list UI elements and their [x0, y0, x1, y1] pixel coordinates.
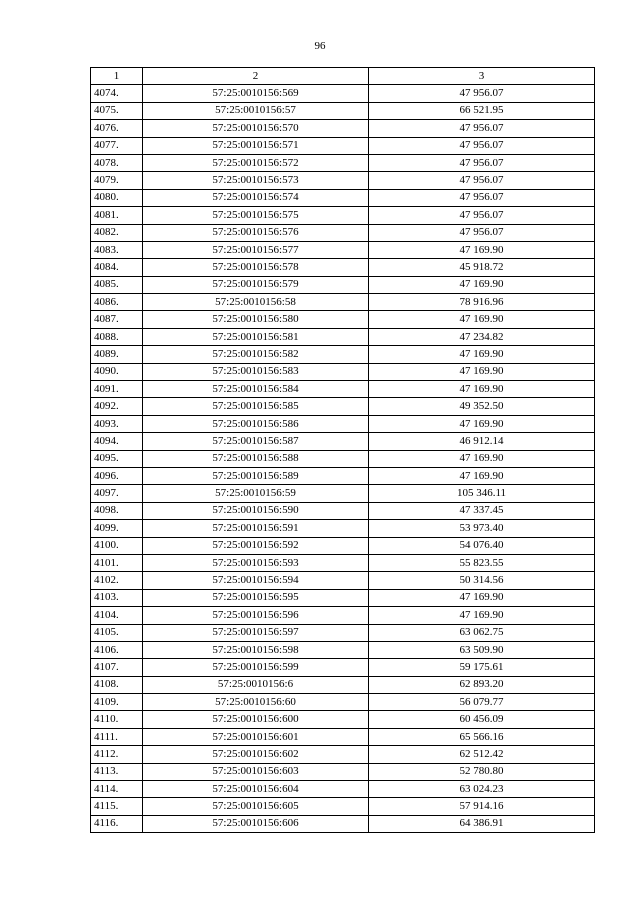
table-row [91, 415, 595, 432]
cadastral-value: 47 956.07 [369, 85, 595, 102]
row-number: 4077. [91, 137, 143, 154]
table-row [91, 224, 595, 241]
cadastral-value: 63 024.23 [369, 781, 595, 798]
cadastral-value: 47 169.90 [369, 276, 595, 293]
table-row [91, 537, 595, 554]
cadastral-number: 57:25:0010156:584 [143, 381, 369, 398]
cadastral-number: 57:25:0010156:58 [143, 294, 369, 311]
cadastral-number: 57:25:0010156:585 [143, 398, 369, 415]
cadastral-number: 57:25:0010156:582 [143, 346, 369, 363]
cadastral-number: 57:25:0010156:570 [143, 120, 369, 137]
table-row [91, 259, 595, 276]
row-number: 4090. [91, 363, 143, 380]
cadastral-value: 46 912.14 [369, 433, 595, 450]
table-row [91, 746, 595, 763]
cadastral-number: 57:25:0010156:569 [143, 85, 369, 102]
cadastral-value: 54 076.40 [369, 537, 595, 554]
column-header-1: 1 [91, 68, 143, 85]
row-number: 4084. [91, 259, 143, 276]
row-number: 4102. [91, 572, 143, 589]
table-row [91, 172, 595, 189]
table-row [91, 624, 595, 641]
column-header-3: 3 [369, 68, 595, 85]
cadastral-number: 57:25:0010156:587 [143, 433, 369, 450]
row-number: 4083. [91, 241, 143, 258]
cadastral-number: 57:25:0010156:591 [143, 520, 369, 537]
table-row [91, 363, 595, 380]
table-row [91, 189, 595, 206]
cadastral-number: 57:25:0010156:602 [143, 746, 369, 763]
cadastral-number: 57:25:0010156:572 [143, 154, 369, 171]
header-row [91, 68, 595, 85]
cadastral-number: 57:25:0010156:606 [143, 815, 369, 832]
row-number: 4088. [91, 328, 143, 345]
table-row [91, 641, 595, 658]
row-number: 4099. [91, 520, 143, 537]
cadastral-value: 59 175.61 [369, 659, 595, 676]
table-row [91, 694, 595, 711]
row-number: 4100. [91, 537, 143, 554]
cadastral-value: 47 337.45 [369, 502, 595, 519]
table-row [91, 346, 595, 363]
cadastral-value: 47 169.90 [369, 241, 595, 258]
cadastral-number: 57:25:0010156:575 [143, 207, 369, 224]
cadastral-number: 57:25:0010156:571 [143, 137, 369, 154]
row-number: 4095. [91, 450, 143, 467]
table-row [91, 659, 595, 676]
cadastral-number: 57:25:0010156:588 [143, 450, 369, 467]
table-row [91, 137, 595, 154]
row-number: 4086. [91, 294, 143, 311]
cadastral-value: 47 956.07 [369, 172, 595, 189]
cadastral-number: 57:25:0010156:600 [143, 711, 369, 728]
row-number: 4085. [91, 276, 143, 293]
row-number: 4075. [91, 102, 143, 119]
row-number: 4079. [91, 172, 143, 189]
cadastral-value: 47 169.90 [369, 450, 595, 467]
cadastral-number: 57:25:0010156:581 [143, 328, 369, 345]
cadastral-value: 45 918.72 [369, 259, 595, 276]
table-row [91, 207, 595, 224]
cadastral-number: 57:25:0010156:593 [143, 554, 369, 571]
row-number: 4080. [91, 189, 143, 206]
table-row [91, 607, 595, 624]
cadastral-value: 47 169.90 [369, 346, 595, 363]
row-number: 4115. [91, 798, 143, 815]
cadastral-value: 47 956.07 [369, 207, 595, 224]
cadastral-number: 57:25:0010156:583 [143, 363, 369, 380]
cadastral-number: 57:25:0010156:57 [143, 102, 369, 119]
cadastral-value: 47 956.07 [369, 137, 595, 154]
table-row [91, 781, 595, 798]
cadastral-value: 47 169.90 [369, 381, 595, 398]
cadastral-value: 49 352.50 [369, 398, 595, 415]
column-header-2: 2 [143, 68, 369, 85]
cadastral-number: 57:25:0010156:578 [143, 259, 369, 276]
row-number: 4111. [91, 728, 143, 745]
cadastral-value: 47 234.82 [369, 328, 595, 345]
cadastral-number: 57:25:0010156:604 [143, 781, 369, 798]
row-number: 4107. [91, 659, 143, 676]
cadastral-number: 57:25:0010156:573 [143, 172, 369, 189]
cadastral-number: 57:25:0010156:580 [143, 311, 369, 328]
cadastral-value: 65 566.16 [369, 728, 595, 745]
cadastral-number: 57:25:0010156:598 [143, 641, 369, 658]
row-number: 4082. [91, 224, 143, 241]
cadastral-value: 52 780.80 [369, 763, 595, 780]
cadastral-value: 62 512.42 [369, 746, 595, 763]
row-number: 4101. [91, 554, 143, 571]
cadastral-number: 57:25:0010156:589 [143, 467, 369, 484]
table-row [91, 120, 595, 137]
cadastral-value: 66 521.95 [369, 102, 595, 119]
row-number: 4092. [91, 398, 143, 415]
table-row [91, 241, 595, 258]
table-row [91, 763, 595, 780]
row-number: 4116. [91, 815, 143, 832]
table-row [91, 450, 595, 467]
table-row [91, 728, 595, 745]
table-row [91, 589, 595, 606]
row-number: 4108. [91, 676, 143, 693]
cadastral-value: 47 169.90 [369, 467, 595, 484]
cadastral-value: 55 823.55 [369, 554, 595, 571]
table-row [91, 154, 595, 171]
row-number: 4109. [91, 694, 143, 711]
cadastral-number: 57:25:0010156:603 [143, 763, 369, 780]
cadastral-value: 47 169.90 [369, 589, 595, 606]
cadastral-number: 57:25:0010156:579 [143, 276, 369, 293]
row-number: 4104. [91, 607, 143, 624]
row-number: 4074. [91, 85, 143, 102]
data-table [90, 67, 595, 833]
cadastral-number: 57:25:0010156:596 [143, 607, 369, 624]
cadastral-value: 56 079.77 [369, 694, 595, 711]
cadastral-value: 57 914.16 [369, 798, 595, 815]
row-number: 4114. [91, 781, 143, 798]
table-row [91, 502, 595, 519]
cadastral-number: 57:25:0010156:590 [143, 502, 369, 519]
cadastral-value: 60 456.09 [369, 711, 595, 728]
cadastral-number: 57:25:0010156:597 [143, 624, 369, 641]
row-number: 4103. [91, 589, 143, 606]
row-number: 4094. [91, 433, 143, 450]
table-row [91, 554, 595, 571]
row-number: 4087. [91, 311, 143, 328]
table-row [91, 520, 595, 537]
cadastral-value: 53 973.40 [369, 520, 595, 537]
cadastral-value: 78 916.96 [369, 294, 595, 311]
table-row [91, 467, 595, 484]
cadastral-value: 63 062.75 [369, 624, 595, 641]
row-number: 4097. [91, 485, 143, 502]
table-row [91, 102, 595, 119]
row-number: 4105. [91, 624, 143, 641]
cadastral-number: 57:25:0010156:59 [143, 485, 369, 502]
table-row [91, 798, 595, 815]
cadastral-value: 47 169.90 [369, 415, 595, 432]
row-number: 4081. [91, 207, 143, 224]
cadastral-value: 47 169.90 [369, 607, 595, 624]
cadastral-number: 57:25:0010156:605 [143, 798, 369, 815]
table-row [91, 572, 595, 589]
table-row [91, 85, 595, 102]
cadastral-number: 57:25:0010156:60 [143, 694, 369, 711]
cadastral-value: 47 169.90 [369, 311, 595, 328]
cadastral-value: 47 956.07 [369, 154, 595, 171]
table-row [91, 485, 595, 502]
cadastral-value: 105 346.11 [369, 485, 595, 502]
table-row [91, 311, 595, 328]
cadastral-value: 62 893.20 [369, 676, 595, 693]
cadastral-value: 50 314.56 [369, 572, 595, 589]
table-row [91, 276, 595, 293]
row-number: 4091. [91, 381, 143, 398]
row-number: 4113. [91, 763, 143, 780]
cadastral-number: 57:25:0010156:6 [143, 676, 369, 693]
cadastral-number: 57:25:0010156:576 [143, 224, 369, 241]
table-row [91, 294, 595, 311]
cadastral-value: 64 386.91 [369, 815, 595, 832]
cadastral-value: 47 169.90 [369, 363, 595, 380]
row-number: 4098. [91, 502, 143, 519]
cadastral-value: 47 956.07 [369, 224, 595, 241]
row-number: 4093. [91, 415, 143, 432]
cadastral-number: 57:25:0010156:577 [143, 241, 369, 258]
row-number: 4089. [91, 346, 143, 363]
cadastral-value: 47 956.07 [369, 120, 595, 137]
table-row [91, 381, 595, 398]
cadastral-number: 57:25:0010156:599 [143, 659, 369, 676]
row-number: 4110. [91, 711, 143, 728]
row-number: 4112. [91, 746, 143, 763]
cadastral-value: 47 956.07 [369, 189, 595, 206]
cadastral-number: 57:25:0010156:595 [143, 589, 369, 606]
table-row [91, 676, 595, 693]
row-number: 4078. [91, 154, 143, 171]
table-row [91, 328, 595, 345]
cadastral-number: 57:25:0010156:574 [143, 189, 369, 206]
table-row [91, 398, 595, 415]
cadastral-number: 57:25:0010156:594 [143, 572, 369, 589]
table-row [91, 433, 595, 450]
table-row [91, 815, 595, 832]
table-row [91, 711, 595, 728]
cadastral-value: 63 509.90 [369, 641, 595, 658]
cadastral-number: 57:25:0010156:586 [143, 415, 369, 432]
row-number: 4096. [91, 467, 143, 484]
row-number: 4076. [91, 120, 143, 137]
row-number: 4106. [91, 641, 143, 658]
cadastral-number: 57:25:0010156:592 [143, 537, 369, 554]
page-number: 96 [314, 40, 326, 52]
cadastral-number: 57:25:0010156:601 [143, 728, 369, 745]
